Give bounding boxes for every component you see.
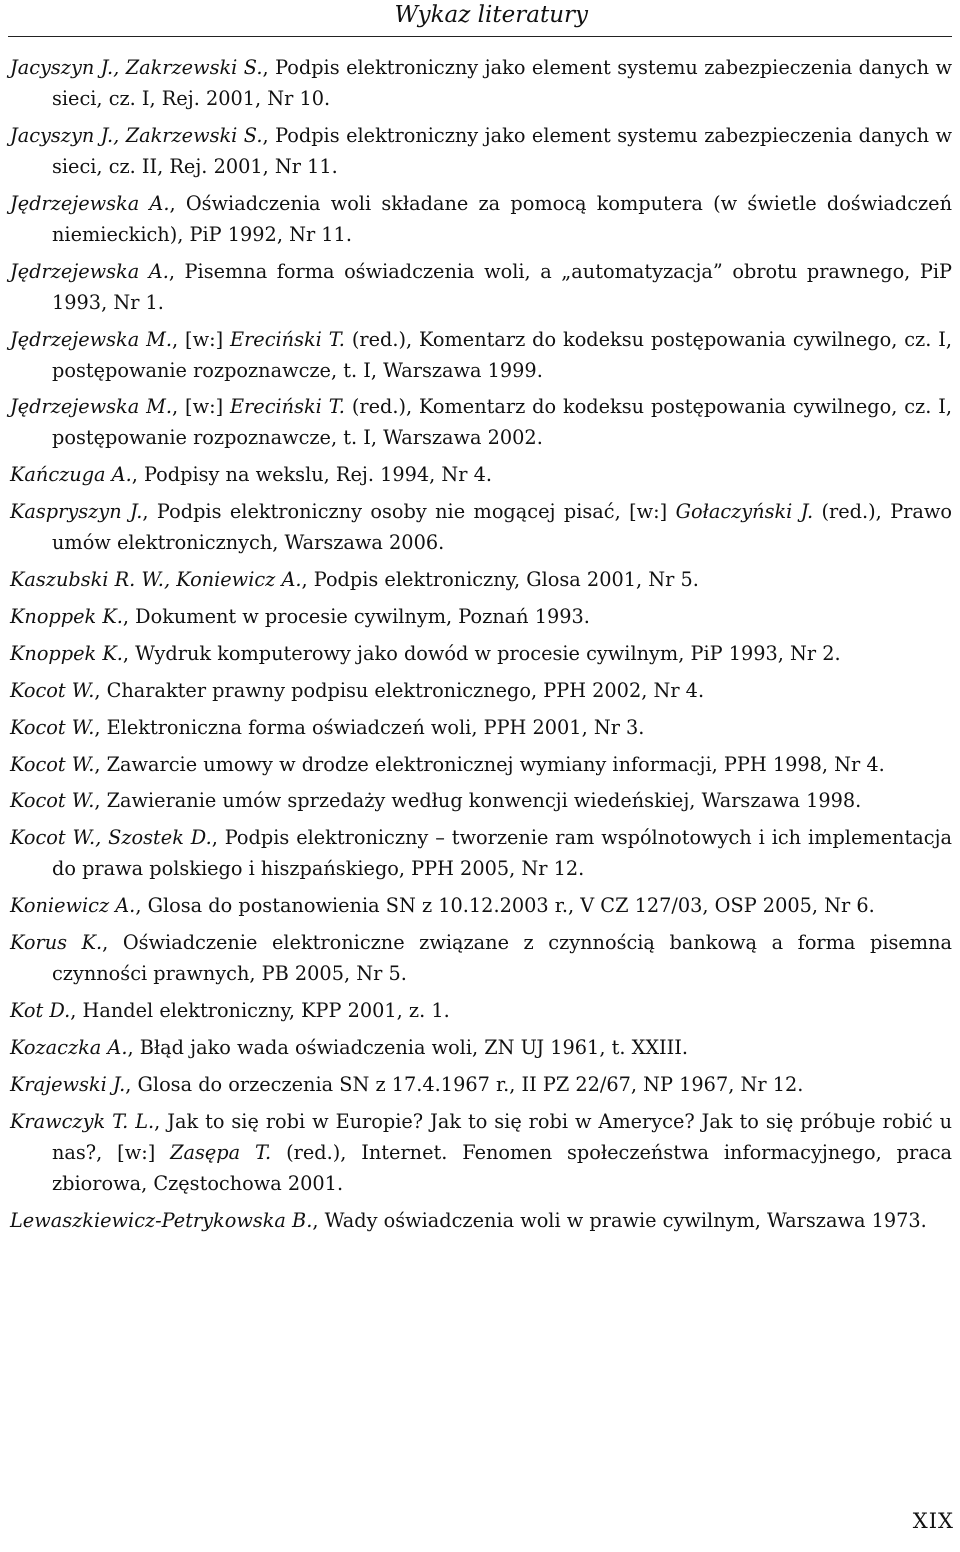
reference-text: (red.), Internet. Fenomen społeczeństwa informacyjnego, praca zbiorowa, Częstochowa 2001. xyxy=(52,1140,952,1195)
reference-entry xyxy=(10,601,952,632)
reference-author: Kocot W. xyxy=(10,789,95,813)
reference-editor: Gołaczyński J. xyxy=(675,500,814,524)
reference-author: Kańczuga A. xyxy=(10,463,132,487)
reference-entry xyxy=(10,927,952,989)
reference-text: , Wydruk komputerowy jako dowód w procesie cywilnym, PiP 1993, Nr 2. xyxy=(122,641,841,665)
reference-text: , Podpis elektroniczny osoby nie mogącej pisać, [w:] xyxy=(142,500,676,524)
reference-author: Koniewicz A. xyxy=(10,894,136,918)
reference-entry xyxy=(10,890,952,921)
reference-author: Kocot W. xyxy=(10,715,95,739)
reference-text: , [w:] xyxy=(172,395,231,419)
reference-text: , Elektroniczna forma oświadczeń woli, PPH 2001, Nr 3. xyxy=(94,715,645,739)
reference-entry xyxy=(10,564,952,595)
reference-author: Jędrzejewska A. xyxy=(10,191,170,215)
reference-entry xyxy=(10,256,952,318)
reference-entry xyxy=(10,324,952,386)
reference-text: (red.), Komentarz do kodeksu postępowania cywilnego, cz. I, postępowanie rozpoznawcze, t. I, Warszawa 1999. xyxy=(52,327,952,382)
reference-author: Krawczyk T. L. xyxy=(10,1109,155,1133)
reference-author: Knoppek K. xyxy=(10,605,123,629)
reference-author: Kocot W., Szostek D. xyxy=(10,826,212,850)
reference-entry xyxy=(10,1205,952,1236)
reference-entry xyxy=(10,1106,952,1199)
reference-text: , Podpis elektroniczny jako element systemu zabezpieczenia danych w sieci, cz. II, Rej. 2001, Nr 11. xyxy=(52,123,953,178)
reference-text: , Jak to się robi w Europie? Jak to się robi w Ameryce? Jak to się próbuje robić u nas?, [w:] xyxy=(52,1109,953,1164)
reference-editor: Ereciński T. xyxy=(230,327,345,351)
reference-entry xyxy=(10,638,952,669)
reference-entry xyxy=(10,496,952,558)
running-title: Wykaz literatury xyxy=(394,2,588,28)
reference-text: , Wady oświadczenia woli w prawie cywilnym, Warszawa 1973. xyxy=(312,1208,927,1232)
reference-entry xyxy=(10,995,952,1026)
reference-text: , Oświadczenia woli składane za pomocą komputera (w świetle doświadczeń niemieckich), PiP 1992, Nr 11. xyxy=(52,191,952,246)
header-rule xyxy=(8,36,952,37)
reference-editor: Zasępa T. xyxy=(170,1140,272,1164)
reference-author: Jacyszyn J., Zakrzewski S. xyxy=(10,123,263,147)
reference-author: Kozaczka A. xyxy=(10,1035,128,1059)
reference-author: Jędrzejewska M. xyxy=(10,327,173,351)
reference-text: , Zawieranie umów sprzedaży według konwencji wiedeńskiej, Warszawa 1998. xyxy=(94,789,862,813)
reference-entry xyxy=(10,52,952,114)
reference-text: , [w:] xyxy=(172,327,231,351)
reference-entry xyxy=(10,120,952,182)
reference-entry xyxy=(10,188,952,250)
reference-author: Kot D. xyxy=(10,999,71,1023)
reference-text: , Podpis elektroniczny, Glosa 2001, Nr 5. xyxy=(301,568,699,592)
reference-text: , Podpisy na wekslu, Rej. 1994, Nr 4. xyxy=(131,463,493,487)
reference-entry xyxy=(10,459,952,490)
reference-author: Krajewski J. xyxy=(10,1072,126,1096)
reference-author: Jacyszyn J., Zakrzewski S. xyxy=(10,56,263,79)
bibliography-list xyxy=(10,52,952,1241)
reference-entry xyxy=(10,1032,952,1063)
reference-editor: Ereciński T. xyxy=(230,395,345,419)
reference-entry xyxy=(10,749,952,780)
reference-entry xyxy=(10,1069,952,1100)
page-number: XIX xyxy=(912,1509,954,1533)
reference-text: , Handel elektroniczny, KPP 2001, z. 1. xyxy=(70,999,450,1023)
reference-author: Kocot W. xyxy=(10,678,95,702)
reference-author: Jędrzejewska M. xyxy=(10,395,173,419)
reference-text: , Oświadczenie elektroniczne związane z czynnością bankową a forma pisemna czynności prawnych, PB 2005, Nr 5. xyxy=(52,931,953,986)
reference-author: Kocot W. xyxy=(10,752,95,776)
reference-entry xyxy=(10,675,952,706)
reference-text: , Podpis elektroniczny – tworzenie ram wspólnotowych i ich implementacja do prawa polskiego i hiszpańskiego, PPH 2005, Nr 12. xyxy=(52,826,952,881)
reference-text: , Błąd jako wada oświadczenia woli, ZN UJ 1961, t. XXIII. xyxy=(127,1035,689,1059)
reference-text: (red.), Komentarz do kodeksu postępowania cywilnego, cz. I, postępowanie rozpoznawcze, t. I, Warszawa 2002. xyxy=(52,395,952,450)
reference-text: , Podpis elektroniczny jako element systemu zabezpieczenia danych w sieci, cz. I, Rej. 2001, Nr 10. xyxy=(52,56,953,110)
reference-text: , Charakter prawny podpisu elektronicznego, PPH 2002, Nr 4. xyxy=(94,678,705,702)
reference-entry xyxy=(10,785,952,816)
reference-author: Knoppek K. xyxy=(10,641,123,665)
reference-entry xyxy=(10,712,952,743)
reference-text: , Zawarcie umowy w drodze elektronicznej wymiany informacji, PPH 1998, Nr 4. xyxy=(94,752,885,776)
reference-author: Korus K. xyxy=(10,931,103,955)
reference-text: , Dokument w procesie cywilnym, Poznań 1993. xyxy=(122,605,590,629)
reference-text: , Glosa do postanowienia SN z 10.12.2003 r., V CZ 127/03, OSP 2005, Nr 6. xyxy=(135,894,875,918)
reference-author: Lewaszkiewicz-Petrykowska B. xyxy=(10,1208,313,1232)
reference-author: Jędrzejewska A. xyxy=(10,259,169,283)
reference-author: Kaszubski R. W., Koniewicz A. xyxy=(10,568,302,592)
reference-author: Kaspryszyn J. xyxy=(10,500,143,524)
reference-entry xyxy=(10,822,952,884)
reference-text: , Pisemna forma oświadczenia woli, a „automatyzacja” obrotu prawnego, PiP 1993, Nr 1. xyxy=(52,259,952,314)
reference-text: (red.), Prawo umów elektronicznych, Warszawa 2006. xyxy=(52,500,952,555)
reference-text: , Glosa do orzeczenia SN z 17.4.1967 r., II PZ 22/67, NP 1967, Nr 12. xyxy=(125,1072,804,1096)
reference-entry xyxy=(10,391,952,453)
